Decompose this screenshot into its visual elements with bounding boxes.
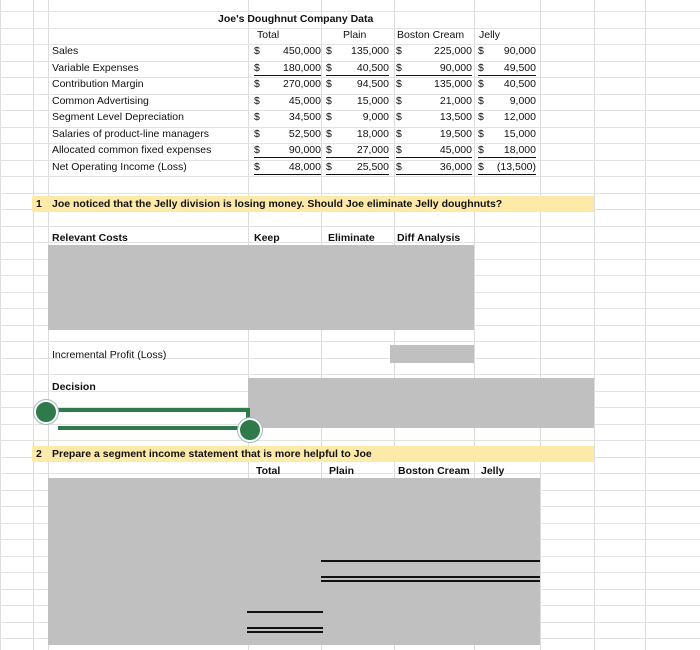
cell-value: 15,000	[503, 127, 536, 140]
cell-jelly	[478, 44, 536, 58]
question1-number: 1	[36, 198, 42, 210]
cell-boston	[396, 61, 472, 76]
cell-value: 25,500	[356, 160, 389, 173]
currency-symbol: $	[478, 45, 484, 57]
question2-number: 2	[36, 448, 42, 460]
currency-symbol: $	[254, 45, 260, 57]
currency-symbol: $	[396, 160, 402, 173]
cell-value: 450,000	[283, 45, 321, 57]
currency-symbol: $	[254, 94, 260, 107]
q2-header-plain: Plain	[329, 465, 355, 477]
cell-jelly	[478, 110, 536, 124]
cell-jelly	[478, 77, 536, 91]
cell-value: 48,000	[288, 160, 321, 173]
cell-value: 225,000	[434, 45, 472, 57]
currency-symbol: $	[396, 144, 402, 156]
cell-total	[254, 143, 321, 158]
cell-value: 180,000	[283, 61, 321, 74]
currency-symbol: $	[396, 111, 402, 123]
selection-line-bottom	[58, 426, 250, 430]
total-column-double-rule-1	[247, 627, 323, 629]
cell-boston	[396, 127, 472, 141]
cell-boston	[396, 160, 472, 175]
cell-plain	[326, 94, 389, 108]
cell-value: (13,500)	[496, 160, 536, 173]
cell-total	[254, 77, 321, 91]
cell-value: 90,000	[439, 61, 472, 74]
cell-total	[254, 160, 321, 175]
relevant-costs-input-area[interactable]	[48, 245, 474, 330]
cell-value: 40,500	[356, 61, 389, 74]
row-label: Allocated common fixed expenses	[52, 144, 212, 156]
row-label: Contribution Margin	[52, 78, 144, 90]
header-jelly: Jelly	[479, 29, 501, 41]
cell-value: 12,000	[503, 111, 536, 123]
currency-symbol: $	[396, 127, 402, 140]
cell-plain	[326, 127, 389, 141]
cell-value: 21,000	[439, 94, 472, 107]
currency-symbol: $	[326, 144, 332, 156]
total-double-rule-1	[321, 576, 540, 578]
currency-symbol: $	[326, 127, 332, 140]
q2-header-boston-cream: Boston Cream	[398, 465, 470, 477]
cell-value: 13,500	[439, 111, 472, 123]
cell-value: 52,500	[288, 127, 321, 140]
cell-jelly	[478, 143, 536, 158]
cell-total	[254, 94, 321, 108]
currency-symbol: $	[478, 144, 484, 156]
currency-symbol: $	[326, 160, 332, 173]
total-column-double-rule-2	[247, 631, 323, 633]
cell-boston	[396, 77, 472, 91]
cell-boston	[396, 110, 472, 124]
cell-plain	[326, 44, 389, 58]
row-label: Variable Expenses	[52, 61, 139, 74]
cell-plain	[326, 77, 389, 91]
row-label: Segment Level Depreciation	[52, 111, 184, 123]
cell-boston	[396, 44, 472, 58]
diff-analysis-label: Diff Analysis	[397, 232, 461, 244]
row-label: Common Advertising	[52, 94, 149, 107]
currency-symbol: $	[254, 144, 260, 156]
currency-symbol: $	[396, 61, 402, 74]
cell-jelly	[478, 160, 536, 175]
cell-jelly	[478, 61, 536, 76]
eliminate-label: Eliminate	[328, 232, 375, 244]
question2-text: Prepare a segment income statement that is more helpful to Joe	[52, 448, 372, 460]
cell-value: 49,500	[503, 61, 536, 74]
cell-value: 15,000	[356, 94, 389, 107]
incremental-profit-input[interactable]	[390, 345, 474, 363]
currency-symbol: $	[326, 94, 332, 107]
currency-symbol: $	[326, 111, 332, 123]
currency-symbol: $	[478, 78, 484, 90]
cell-total	[254, 110, 321, 124]
cell-total	[254, 61, 321, 76]
cell-value: 90,000	[288, 144, 321, 156]
cell-jelly	[478, 94, 536, 108]
question1-text: Joe noticed that the Jelly division is losing money. Should Joe eliminate Jelly doughnuts?	[52, 198, 503, 210]
row-label: Net Operating Income (Loss)	[52, 160, 187, 173]
currency-symbol: $	[478, 127, 484, 140]
currency-symbol: $	[326, 45, 332, 57]
currency-symbol: $	[254, 127, 260, 140]
cell-value: 135,000	[351, 45, 389, 57]
cell-value: 9,000	[509, 94, 536, 107]
row-label: Sales	[52, 45, 79, 57]
currency-symbol: $	[254, 111, 260, 123]
cell-value: 45,000	[439, 144, 472, 156]
currency-symbol: $	[478, 111, 484, 123]
cell-value: 36,000	[439, 160, 472, 173]
cell-boston	[396, 94, 472, 108]
cell-value: 18,000	[356, 127, 389, 140]
cell-value: 45,000	[288, 94, 321, 107]
currency-symbol: $	[326, 78, 332, 90]
total-double-rule-2	[321, 580, 540, 582]
cell-value: 34,500	[288, 111, 321, 123]
currency-symbol: $	[254, 160, 260, 173]
header-total: Total	[257, 29, 280, 41]
selection-line-top	[45, 408, 250, 412]
currency-symbol: $	[478, 160, 484, 173]
cell-plain	[326, 160, 389, 175]
total-column-rule	[247, 611, 323, 613]
q2-header-jelly: Jelly	[481, 465, 505, 477]
data-table-title: Joe's Doughnut Company Data	[218, 13, 374, 25]
cell-value: 27,000	[356, 144, 389, 156]
currency-symbol: $	[326, 61, 332, 74]
cell-value: 19,500	[439, 127, 472, 140]
cell-value: 135,000	[434, 78, 472, 90]
currency-symbol: $	[396, 78, 402, 90]
header-boston-cream: Boston Cream	[397, 29, 465, 41]
cell-total	[254, 127, 321, 141]
currency-symbol: $	[254, 61, 260, 74]
selection-handle-left[interactable]	[34, 400, 58, 424]
cell-boston	[396, 143, 472, 158]
cell-value: 18,000	[503, 144, 536, 156]
currency-symbol: $	[478, 94, 484, 107]
relevant-costs-label: Relevant Costs	[52, 232, 128, 244]
keep-label: Keep	[254, 232, 280, 244]
cell-jelly	[478, 127, 536, 141]
incremental-profit-label: Incremental Profit (Loss)	[52, 349, 167, 361]
cell-value: 90,000	[503, 45, 536, 57]
currency-symbol: $	[254, 78, 260, 90]
cell-total	[254, 44, 321, 58]
cell-value: 9,000	[362, 111, 389, 123]
cell-plain	[326, 61, 389, 76]
cell-value: 270,000	[283, 78, 321, 90]
currency-symbol: $	[396, 45, 402, 57]
currency-symbol: $	[478, 61, 484, 74]
subtotal-rule	[321, 560, 540, 562]
row-label: Salaries of product-line managers	[52, 127, 209, 140]
cell-plain	[326, 143, 389, 158]
selection-handle-right[interactable]	[238, 418, 262, 442]
currency-symbol: $	[396, 94, 402, 107]
header-plain: Plain	[343, 29, 367, 41]
decision-label: Decision	[52, 381, 96, 393]
decision-input-area[interactable]	[248, 378, 594, 428]
cell-value: 94,500	[356, 78, 389, 90]
q2-header-total: Total	[256, 465, 281, 477]
cell-plain	[326, 110, 389, 124]
cell-value: 40,500	[503, 78, 536, 90]
